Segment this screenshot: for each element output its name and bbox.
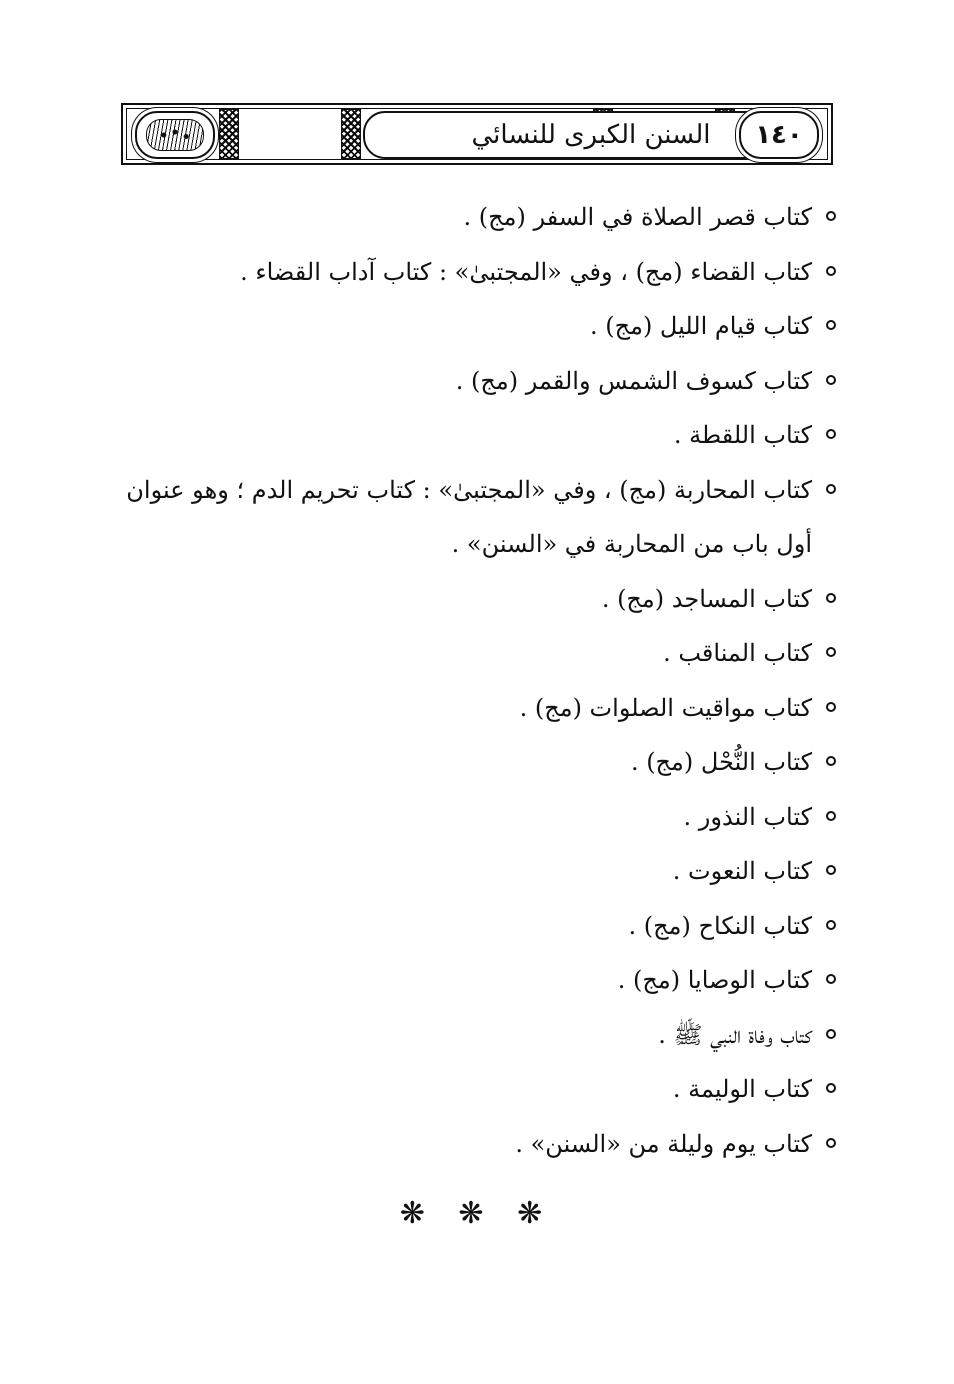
list-item bbox=[110, 790, 836, 845]
list-item-text: كتاب النُّحْل (مج) . bbox=[630, 748, 812, 776]
circle-bullet-icon bbox=[826, 647, 836, 657]
list-item-text: كتاب المناقب . bbox=[663, 639, 812, 667]
list-item bbox=[110, 681, 836, 736]
list-item bbox=[110, 1008, 836, 1063]
list-item-text: كتاب الوليمة . bbox=[672, 1075, 812, 1103]
list-item bbox=[110, 1062, 836, 1117]
list-item-text: كتاب مواقيت الصلوات (مج) . bbox=[519, 693, 812, 722]
list-item-text: كتاب كسوف الشمس والقمر (مج) . bbox=[455, 366, 812, 395]
list-item bbox=[110, 953, 836, 1008]
list-item-text: كتاب يوم وليلة من «السنن» . bbox=[515, 1129, 812, 1158]
list-item bbox=[110, 572, 836, 627]
circle-bullet-icon bbox=[826, 920, 836, 930]
circle-bullet-icon bbox=[826, 211, 836, 221]
circle-bullet-icon bbox=[826, 811, 836, 821]
circle-bullet-icon bbox=[826, 375, 836, 385]
list-item bbox=[110, 735, 836, 790]
list-item bbox=[110, 190, 836, 245]
circle-bullet-icon bbox=[826, 1083, 836, 1093]
circle-bullet-icon bbox=[826, 756, 836, 766]
ornament-left-icon bbox=[219, 109, 239, 159]
list-item-text: كتاب المحاربة (مج) ، وفي «المجتبىٰ» : كتاب تحريم الدم ؛ وهو عنوان أول باب من المحاربة في «السنن» . bbox=[126, 475, 812, 558]
ornament-left-inner-icon bbox=[341, 109, 361, 159]
list-item-text: كتاب قيام الليل (مج) . bbox=[589, 312, 812, 340]
list-item-text: كتاب النكاح (مج) . bbox=[628, 911, 812, 940]
book-logo-medallion bbox=[135, 111, 215, 159]
circle-bullet-icon bbox=[826, 266, 836, 276]
list-item bbox=[110, 899, 836, 954]
list-item-text: كتاب النعوت . bbox=[672, 857, 812, 885]
list-item-text: كتاب اللقطة . bbox=[673, 421, 812, 449]
page-number-medallion bbox=[739, 111, 819, 159]
page-number: ١٤٠ bbox=[755, 120, 803, 150]
circle-bullet-icon bbox=[826, 484, 836, 494]
list-item-text: كتاب وفاة النبي ﷺ . bbox=[658, 1020, 812, 1049]
list-item bbox=[110, 626, 836, 681]
circle-bullet-icon bbox=[826, 702, 836, 712]
book-list bbox=[110, 190, 836, 1171]
circle-bullet-icon bbox=[826, 593, 836, 603]
list-item-text: كتاب النذور . bbox=[683, 802, 812, 831]
list-item-text: كتاب قصر الصلاة في السفر (مج) . bbox=[463, 203, 812, 231]
list-item bbox=[110, 245, 836, 300]
circle-bullet-icon bbox=[826, 429, 836, 439]
circle-bullet-icon bbox=[826, 1138, 836, 1148]
list-item-text: كتاب المساجد (مج) . bbox=[601, 584, 812, 613]
list-item bbox=[110, 463, 836, 572]
list-item bbox=[110, 299, 836, 354]
circle-bullet-icon bbox=[826, 1029, 836, 1039]
list-item bbox=[110, 844, 836, 899]
section-separator: ❋ ❋ ❋ bbox=[399, 1196, 555, 1231]
running-title: السنن الكبرى للنسائي bbox=[471, 120, 711, 150]
list-item-text: كتاب الوصايا (مج) . bbox=[617, 966, 812, 994]
list-item bbox=[110, 1117, 836, 1172]
page-header bbox=[121, 103, 833, 165]
book-logo-icon bbox=[146, 119, 204, 151]
list-item bbox=[110, 354, 836, 409]
list-item-text: كتاب القضاء (مج) ، وفي «المجتبىٰ» : كتاب آداب القضاء . bbox=[240, 257, 812, 286]
circle-bullet-icon bbox=[826, 865, 836, 875]
circle-bullet-icon bbox=[826, 974, 836, 984]
list-item bbox=[110, 408, 836, 463]
circle-bullet-icon bbox=[826, 320, 836, 330]
